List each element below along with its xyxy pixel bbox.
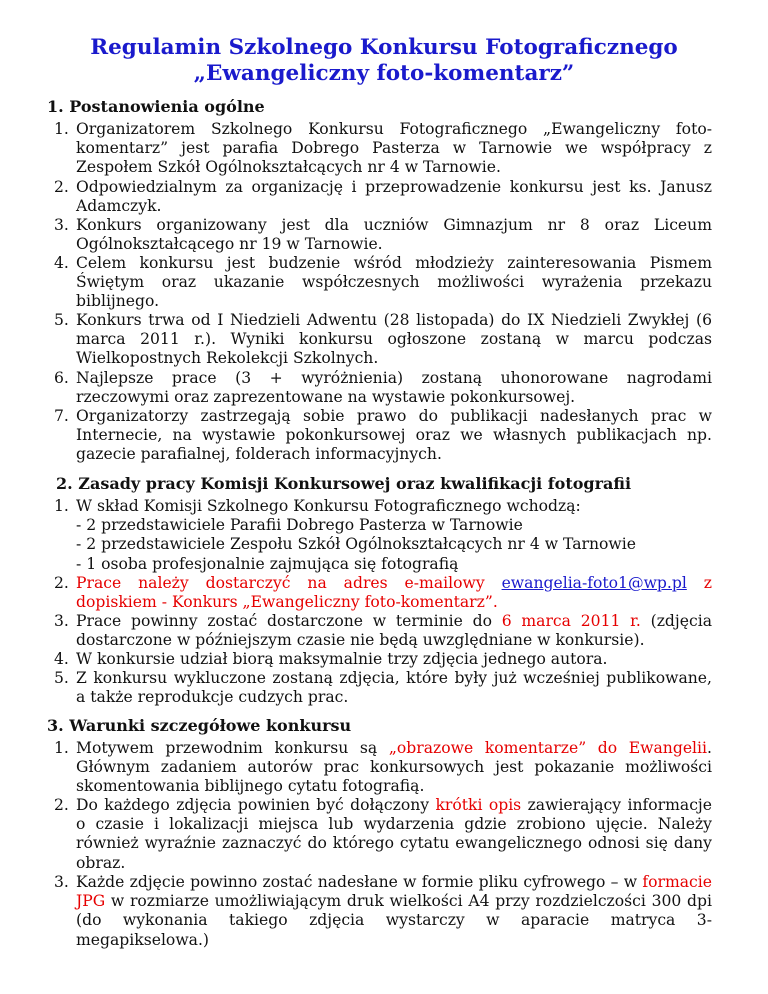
s3-item-1-num: 1. xyxy=(54,739,69,757)
s2-item-1 xyxy=(54,497,712,574)
s2-item-4 xyxy=(54,650,712,669)
s3-item-2-num: 2. xyxy=(54,796,69,814)
s1-item-7-num: 7. xyxy=(54,407,69,425)
s1-item-2-text: Odpowiedzialnym za organizację i przeprowadzenie konkursu jest ks. Janusz Adamczyk. xyxy=(76,178,712,216)
document-title-line1: Regulamin Szkolnego Konkursu Fotograficznego xyxy=(90,35,678,60)
s2-item-2 xyxy=(54,574,712,612)
s2-item-5 xyxy=(54,669,712,707)
s2-commission-member: - 1 osoba profesjonalnie zajmująca się fotografią xyxy=(76,554,459,573)
s2-item-3-num: 3. xyxy=(54,612,69,630)
s3-item-2-highlight: krótki opis xyxy=(435,796,522,814)
s1-item-7-text: Organizatorzy zastrzegają sobie prawo do publikacji nadesłanych prac w Internecie, na wystawie pokonkursowej oraz we własnych publikacjach np. gazecie parafialnej, folderach informacyjnych. xyxy=(76,407,712,464)
s2-item-3-after: (zdjęcia dostarczone w późniejszym czasie nie będą uwzględniane w konkursie). xyxy=(76,612,712,650)
s2-item-4-text: W konkursie udział biorą maksymalnie trzy zdjęcia jednego autora. xyxy=(76,650,608,668)
s1-item-4-text: Celem konkursu jest budzenie wśród młodzieży zainteresowania Pismem Świętym oraz ukazanie współczesnych możliwości wyrażenia przekazu biblijnego. xyxy=(76,254,712,311)
s3-item-3-highlight: formacie JPG xyxy=(76,873,712,911)
s1-item-1 xyxy=(54,120,712,178)
s2-item-3-before: Prace powinny zostać dostarczone w terminie do xyxy=(76,612,502,630)
s1-item-6 xyxy=(54,369,712,407)
s2-item-5-num: 5. xyxy=(54,669,69,687)
section-1-heading: 1. Postanowienia ogólne xyxy=(47,97,265,116)
s1-item-3-text: Konkurs organizowany jest dla uczniów Gimnazjum nr 8 oraz Liceum Ogólnokształcącego nr 19 w Tarnowie. xyxy=(76,216,712,254)
s1-item-7 xyxy=(54,407,712,465)
s3-item-3 xyxy=(54,873,712,950)
s3-item-2 xyxy=(54,796,712,873)
s3-item-2-after: zawierający informacje o czasie i lokalizacji miejsca lub wydarzenia gdzie zrobiono ujęcie. Należy również wyraźnie zaznaczyć do którego cytatu ewangelicznego odnosi się dany obraz. xyxy=(76,796,712,872)
email-link[interactable]: ewangelia-foto1@wp.pl xyxy=(501,574,687,592)
deadline-highlight: 6 marca 2011 r. xyxy=(501,612,641,630)
s2-item-4-num: 4. xyxy=(54,650,69,668)
s1-item-4-num: 4. xyxy=(54,254,69,272)
s1-item-1-text: Organizatorem Szkolnego Konkursu Fotograficznego „Ewangeliczny foto-komentarz” jest parafia Dobrego Pasterza w Tarnowie we współpracy z Zespołem Szkół Ogólnokształcących nr 4 w Tarnowie. xyxy=(76,120,712,177)
s1-item-4 xyxy=(54,254,712,312)
s3-item-3-before: Każde zdjęcie powinno zostać nadesłane w formie pliku cyfrowego – w xyxy=(76,873,643,891)
s1-item-5 xyxy=(54,311,712,369)
s1-item-6-num: 6. xyxy=(54,369,69,387)
s2-item-5-text: Z konkursu wykluczone zostaną zdjęcia, które były już wcześniej publikowane, a także reprodukcje cudzych prac. xyxy=(76,669,712,707)
s1-item-2 xyxy=(54,178,712,216)
s1-item-6-text: Najlepsze prace (3 + wyróżnienia) zostaną uhonorowane nagrodami rzeczowymi oraz zaprezentowane na wystawie pokonkursowej. xyxy=(76,369,712,407)
s1-item-3 xyxy=(54,216,712,254)
s2-item-1-num: 1. xyxy=(54,497,69,515)
section-2-heading: 2. Zasady pracy Komisji Konkursowej oraz kwalifikacji fotografii xyxy=(56,474,632,493)
document-title-line2: „Ewangeliczny foto-komentarz” xyxy=(193,61,575,86)
s1-item-5-text: Konkurs trwa od I Niedzieli Adwentu (28 listopada) do IX Niedzieli Zwykłej (6 marca 2011 r.). Wyniki konkursu ogłoszone zostaną w marcu podczas Wielkopostnych Rekolekcji Szkolnych. xyxy=(76,311,712,368)
s2-item-2-after: z dopiskiem - Konkurs „Ewangeliczny foto-komentarz”. xyxy=(76,574,712,612)
s3-item-1-highlight: „obrazowe komentarze” do Ewangelii xyxy=(388,739,708,757)
s3-item-3-after: w rozmiarze umożliwiającym druk wielkości A4 przy rozdzielczości 300 dpi (do wykonania takiego zdjęcia wystarczy w aparacie matryca 3-megapikselowa.) xyxy=(76,892,712,949)
s1-item-5-num: 5. xyxy=(54,311,69,329)
s1-item-2-num: 2. xyxy=(54,178,69,196)
s2-commission-member: - 2 przedstawiciele Zespołu Szkół Ogólnokształcących nr 4 w Tarnowie xyxy=(76,535,636,554)
s2-item-1-text: W skład Komisji Szkolnego Konkursu Fotograficznego wchodzą: xyxy=(76,497,581,515)
s3-item-1-after: . Głównym zadaniem autorów prac konkursowych jest pokazanie możliwości skomentowania biblijnego cytatu fotografią. xyxy=(76,739,712,796)
s2-commission-member: - 2 przedstawiciele Parafii Dobrego Pasterza w Tarnowie xyxy=(76,516,523,535)
s3-item-2-before: Do każdego zdjęcia powinien być dołączony xyxy=(76,796,436,814)
section-3-heading: 3. Warunki szczegółowe konkursu xyxy=(47,716,352,735)
s2-item-3 xyxy=(54,612,712,650)
s1-item-1-num: 1. xyxy=(54,120,69,138)
s3-item-1 xyxy=(54,739,712,797)
s1-item-3-num: 3. xyxy=(54,216,69,234)
s2-item-2-num: 2. xyxy=(54,574,69,592)
s3-item-1-before: Motywem przewodnim konkursu są xyxy=(76,739,389,757)
s2-item-2-before: Prace należy dostarczyć na adres e-mailowy xyxy=(76,574,502,592)
s3-item-3-num: 3. xyxy=(54,873,69,891)
